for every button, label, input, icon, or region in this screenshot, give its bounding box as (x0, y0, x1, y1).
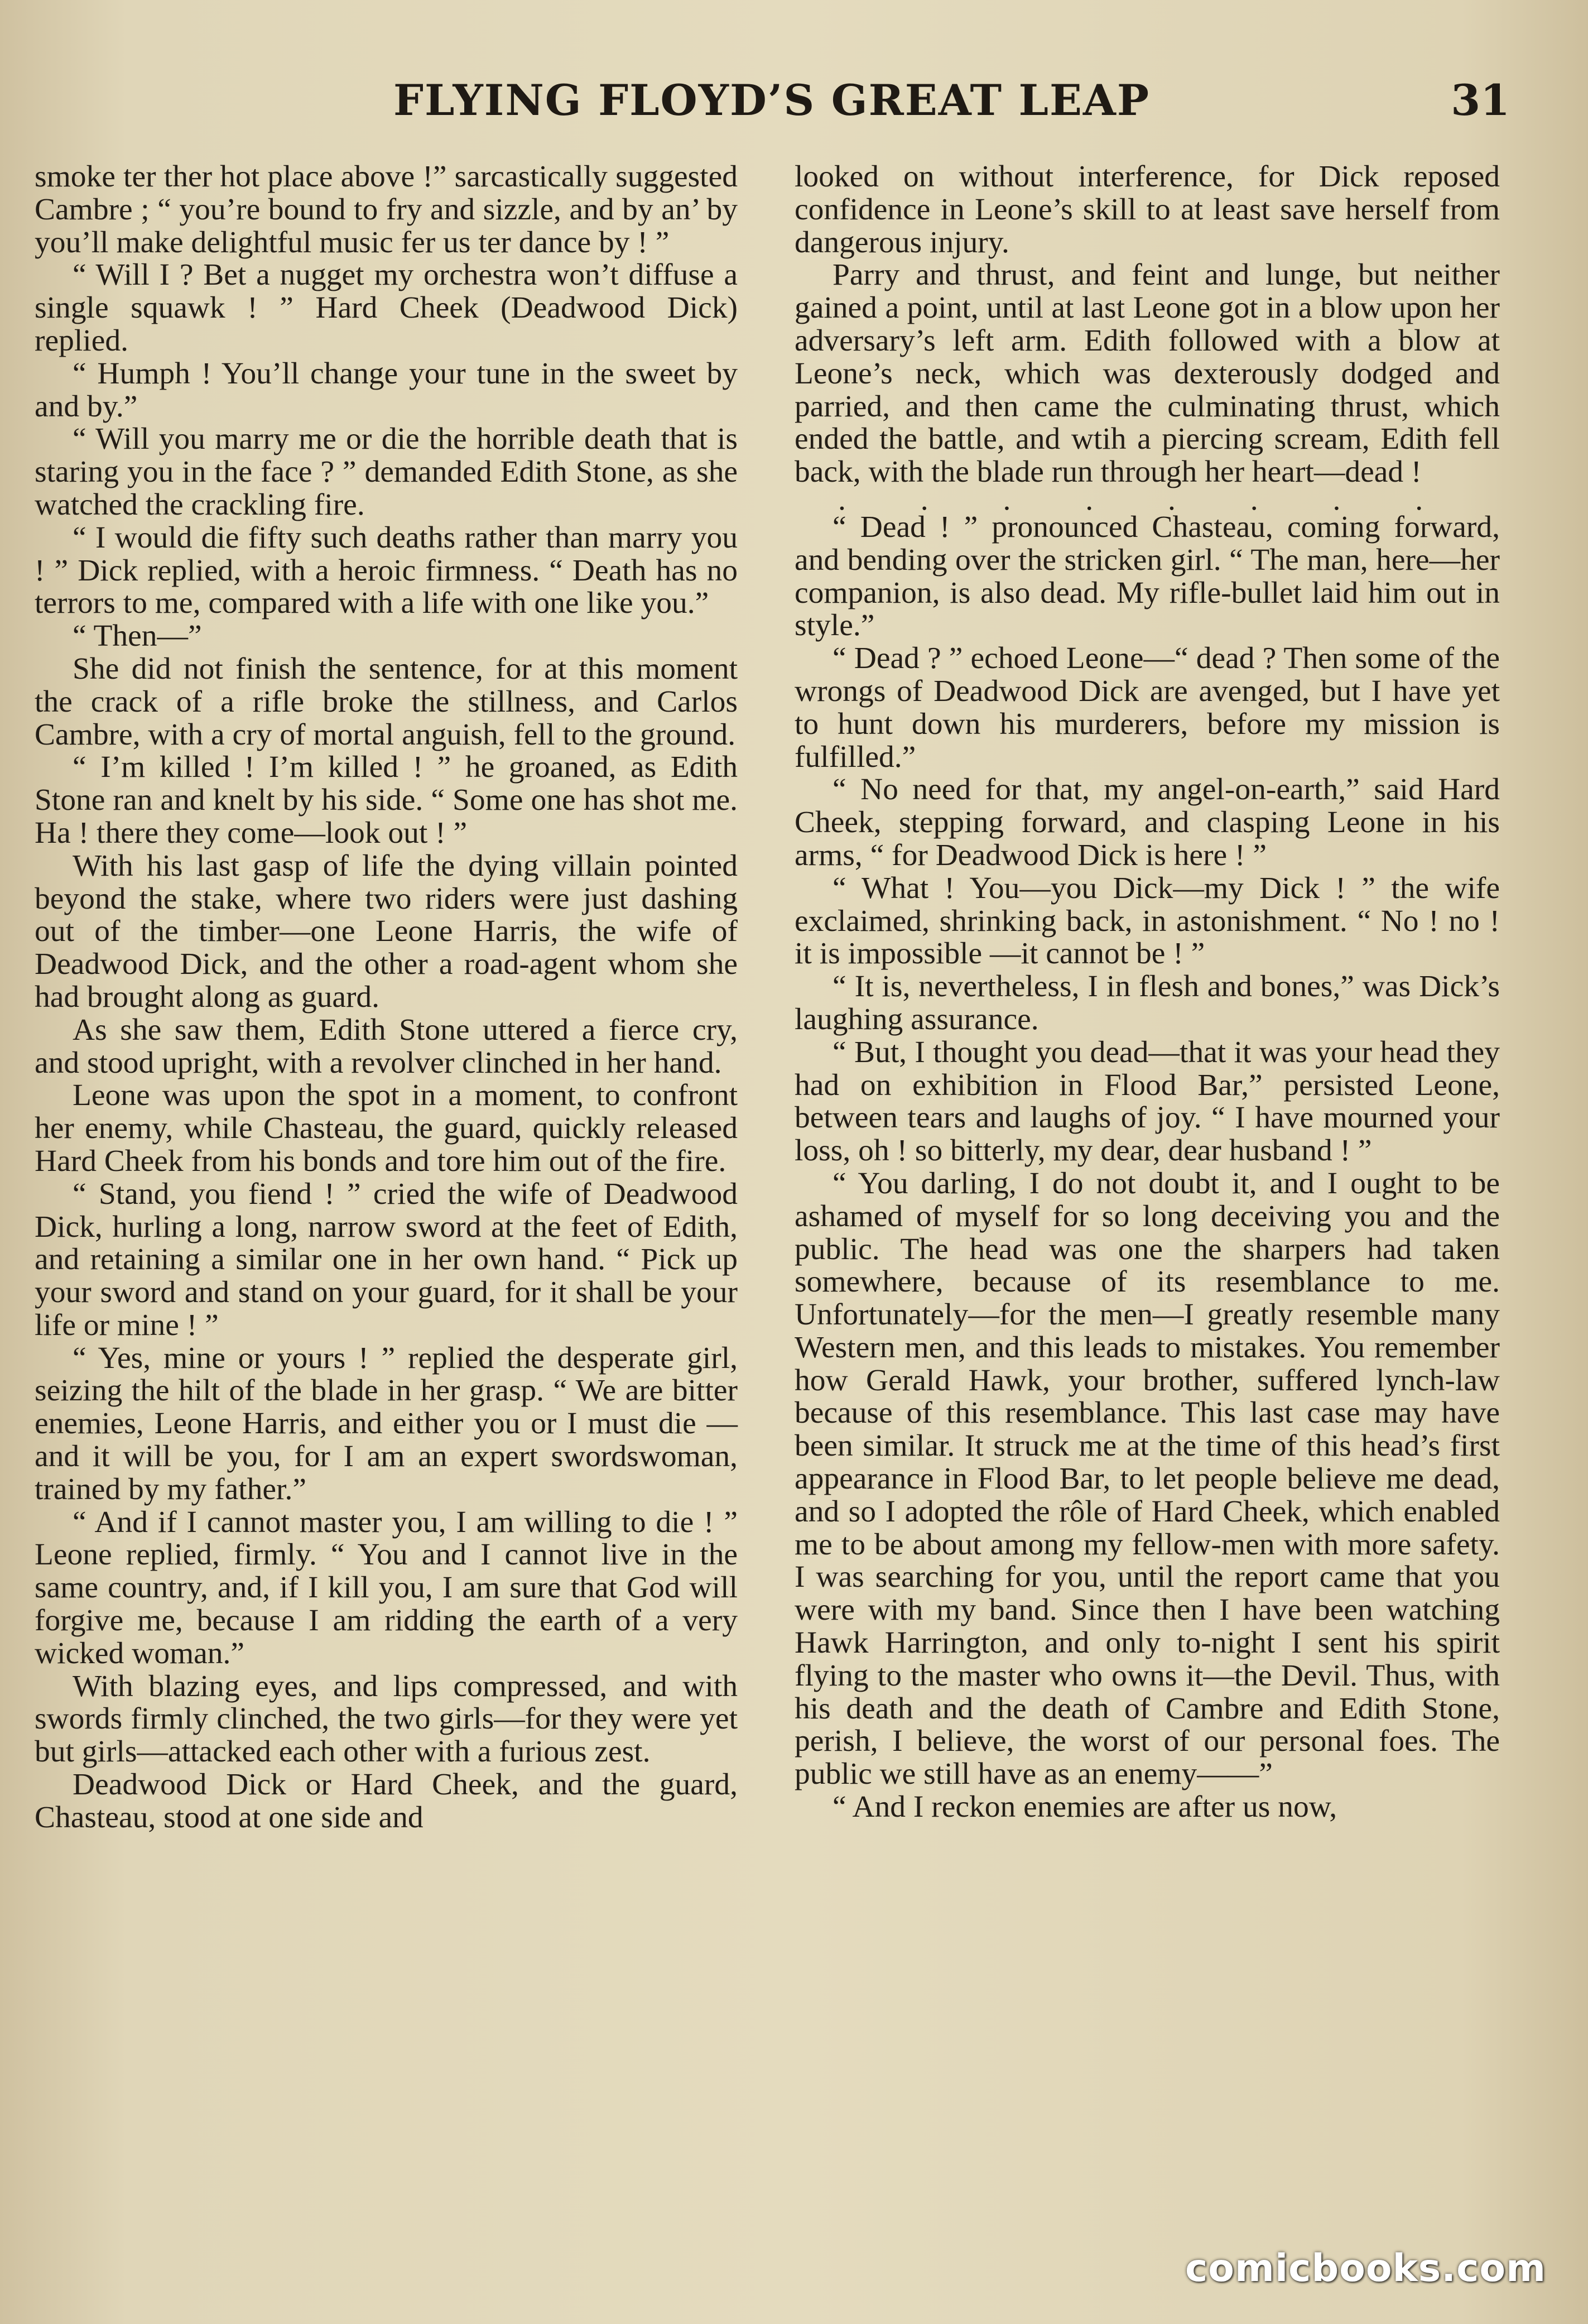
paragraph: “ No need for that, my angel-on-earth,” said Hard Cheek, stepping forward, and clasping Leone in his arms, “ for Deadwood Dick is here ! ” (795, 772, 1500, 872)
paragraph: “ You darling, I do not doubt it, and I ought to be ashamed of myself for so long deceiving you and the public. The head was one the sharpers had taken somewhere, because of its resemblance to me. Unfortunately—for the men—I greatly resemble many Western men, and this leads to mistakes. You remember how Gerald Hawk, your brother, suffered lynch-law because of this resemblance. This last case may have been similar. It struck me at the time of this head’s first appearance in Flood Bar, to let people believe me dead, and so I adopted the rôle of Hard Cheek, which enabled me to be about among my fellow-men with more safety. I was searching for you, until the report came that you were with my band. Since then I have been watching Hawk Harrington, and only to-night I sent his spirit flying to the master who owns it—the Devil. Thus, with his death and the death of Cambre and Edith Stone, perish, I believe, the worst of our personal foes. The public we still have as an enemy——” (795, 1166, 1500, 1792)
paragraph: As she saw them, Edith Stone uttered a fierce cry, and stood upright, with a revolver clinched in her hand. (35, 1012, 738, 1080)
right-text-column (795, 161, 1500, 1824)
paragraph: “ Dead ? ” echoed Leone—“ dead ? Then some of the wrongs of Deadwood Dick are avenged, but I have yet to hunt down his murderers, before my mission is fulfilled.” (795, 641, 1500, 774)
paragraph: smoke ter ther hot place above !” sarcastically suggested Cambre ; “ you’re bound to fry and sizzle, and by an’ by you’ll make delightful music fer us ter dance by ! ” (35, 160, 738, 260)
paragraph: “ Yes, mine or yours ! ” replied the desperate girl, seizing the hilt of the blade in her grasp. “ We are bitter enemies, Leone Harris, and either you or I must die —and it will be you, for I am an expert swordswoman, trained by my father.” (35, 1341, 738, 1506)
paragraph: “ Humph ! You’ll change your tune in the sweet by and by.” (35, 356, 738, 424)
paragraph: Parry and thrust, and feint and lunge, but neither gained a point, until at last Leone got in a blow upon her adversary’s left arm. Edith followed with a blow at Leone’s neck, which was dexterously dodged and parried, and then came the culminating thrust, which ended the battle, and wtih a piercing scream, Edith fell back, with the blade run through her heart—dead ! (795, 258, 1500, 489)
paragraph: looked on without interference, for Dick reposed confidence in Leone’s skill to at least save herself from dangerous injury. (795, 160, 1500, 260)
paragraph: “ Then—” (73, 619, 202, 654)
paragraph: “ I’m killed ! I’m killed ! ” he groaned, as Edith Stone ran and knelt by his side. “ Some one has shot me. Ha ! there they come—look out ! ” (35, 750, 738, 850)
paragraph: “ And if I cannot master you, I am willing to die ! ” Leone replied, firmly. “ You and I cannot live in the same country, and, if I kill you, I am sure that God will forgive me, because I am ridding the earth of a very wicked woman.” (35, 1505, 738, 1670)
page-number: 31 (1451, 75, 1510, 125)
paragraph: “ Dead ! ” pronounced Chasteau, coming forward, and bending over the stricken girl. “ The man, here—her companion, is also dead. My rifle-bullet laid him out in style.” (795, 510, 1500, 643)
paragraph: Deadwood Dick or Hard Cheek, and the guard, Chasteau, stood at one side and (35, 1768, 738, 1835)
paragraph: “ Stand, you fiend ! ” cried the wife of Deadwood Dick, hurling a long, narrow sword at the feet of Edith, and retaining a similar one in her own hand. “ Pick up your sword and stand on your guard, for it shall be your life or mine ! ” (35, 1177, 738, 1342)
paragraph: “ But, I thought you dead—that it was your head they had on exhibition in Flood Bar,” persisted Leone, between tears and laughs of joy. “ I have mourned your loss, oh ! so bitterly, my dear, dear husband ! ” (795, 1035, 1500, 1168)
paragraph: “ I would die fifty such deaths rather than marry you ! ” Dick replied, with a heroic firmness. “ Death has no terrors to me, compared with a life with one like you.” (35, 520, 738, 621)
page-header (33, 75, 1510, 137)
section-break: . . . . . . . . (838, 482, 1457, 517)
paragraph: She did not finish the sentence, for at this moment the crack of a rifle broke the stillness, and Carlos Cambre, with a cry of mortal anguish, fell to the ground. (35, 651, 738, 752)
paragraph: With blazing eyes, and lips compressed, and with swords firmly clinched, the two girls—for they were yet but girls—attacked each other with a furious zest. (35, 1669, 738, 1769)
paragraph: “ And I reckon enemies are after us now, (833, 1790, 1337, 1824)
left-text-column (35, 161, 738, 1835)
paragraph: “ Will I ? Bet a nugget my orchestra won’t diffuse a single squawk ! ” Hard Cheek (Deadwood Dick) replied. (35, 258, 738, 358)
paragraph: Leone was upon the spot in a moment, to confront her enemy, while Chasteau, the guard, quickly released Hard Cheek from his bonds and tore him out of the fire. (35, 1078, 738, 1178)
paragraph: “ What ! You—you Dick—my Dick ! ” the wife exclaimed, shrinking back, in astonishment. “ No ! no ! it is impossible —it cannot be ! ” (795, 871, 1500, 971)
site-watermark: comicbooks.com (1185, 2246, 1546, 2291)
running-title: FLYING FLOYD’S GREAT LEAP (393, 75, 1151, 125)
paragraph: “ Will you marry me or die the horrible death that is staring you in the face ? ” demanded Edith Stone, as she watched the crackling fire. (35, 422, 738, 522)
paragraph: With his last gasp of life the dying villain pointed beyond the stake, where two riders were just dashing out of the timber—one Leone Harris, the wife of Deadwood Dick, and the other a road-agent whom she had brought along as guard. (35, 848, 738, 1014)
paragraph: “ It is, nevertheless, I in flesh and bones,” was Dick’s laughing assurance. (795, 969, 1500, 1036)
